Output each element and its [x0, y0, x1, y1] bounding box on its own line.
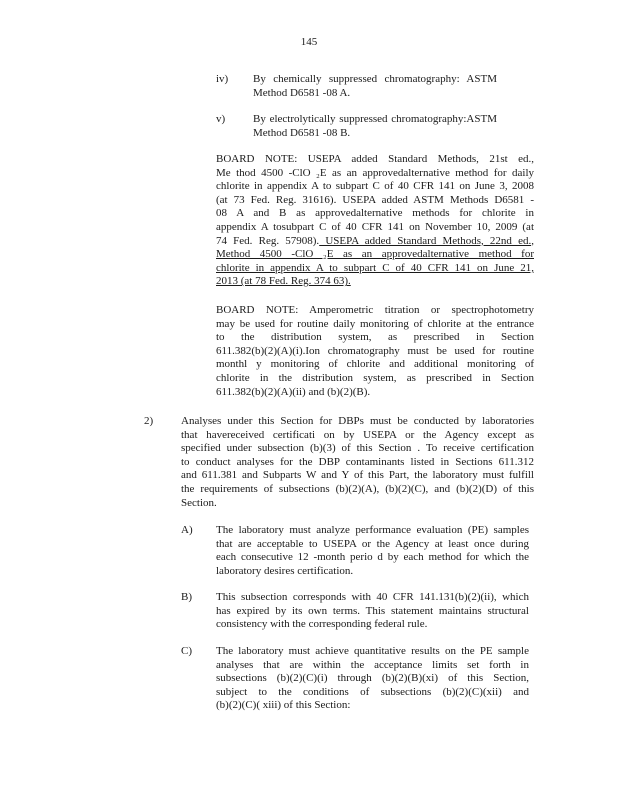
item-c-label: C) — [181, 645, 192, 657]
board-note-chlorite-methods — [216, 153, 534, 289]
item-v-line: Method D6581 -08 B. — [253, 126, 351, 139]
item-iv-text — [253, 73, 497, 100]
note-line: BOARD NOTE: USEPA added Standard Methods, 21st ed., — [216, 153, 534, 165]
page-number: 145 — [300, 36, 318, 48]
item-2-line: Analyses under this Section for DBPs must be conducted by laboratories — [181, 415, 534, 427]
note-line: chlorite in appendix A to subpart C of 40 CFR 141 on June 3, 2008 — [216, 180, 534, 193]
note-line: 611.382(b)(2)(A)(ii) and (b)(2)(B). — [216, 385, 371, 398]
note-line: Me thod 4500 -ClO ₂E as an approvedalternative method for daily — [216, 166, 534, 179]
note-line: monthl y monitoring of chlorite and additional monitoring of — [216, 358, 534, 371]
note-amendment-line: 2013 (at 78 Fed. Reg. 374 63). — [216, 275, 351, 288]
item-b-label: B) — [181, 591, 192, 603]
item-b-text — [216, 591, 529, 632]
item-c-line: subject to the conditions of subsections (b)(2)(C)(xii) and — [216, 685, 529, 698]
note-line: 611.382(b)(2)(A)(i).Ion chromatography must be used for routine — [216, 344, 534, 357]
note-line: 08 A and B as approvedalternative methods for chlorite in — [216, 207, 534, 220]
note-plain-text: 74 Fed. Reg. 57908). — [216, 234, 320, 247]
note-line: appendix A tosubpart C of 40 CFR 141 on November 10, 2009 (at — [216, 220, 534, 233]
item-b-line: consistency with the corresponding federal rule. — [216, 618, 428, 631]
item-v-text — [253, 113, 497, 140]
item-v-label: v) — [216, 113, 226, 125]
note-amendment-line: chlorite in appendix A to subpart C of 40 CFR 141 on June 21, — [216, 261, 534, 274]
item-c-line: subsections (b)(2)(C)(i) through (b)(2)(B)(xi) of this Section, — [216, 672, 529, 685]
note-amendment-text: USEPA added Standard Methods, 22nd ed., — [319, 234, 534, 247]
item-c-text — [216, 645, 529, 713]
item-2-text — [181, 415, 534, 510]
item-b-line: has expired by its own terms. This statement maintains structural — [216, 604, 529, 617]
item-a-text — [216, 524, 529, 578]
item-a-line: each consecutive 12 -month perio d by each method for which the — [216, 551, 529, 564]
item-2-label: 2) — [144, 415, 154, 427]
item-2-line: to conduct analyses for the DBP contaminants listed in Sections 611.312 — [181, 455, 534, 468]
item-a-line: laboratory desires certification. — [216, 564, 354, 577]
board-note-monitoring — [216, 304, 534, 399]
item-2-line: that havereceived certificati on by USEPA or the Agency except as — [181, 428, 534, 441]
item-iv-line: Method D6581 -08 A. — [253, 86, 351, 99]
note-line-mixed — [216, 235, 534, 249]
item-a-line: The laboratory must analyze performance evaluation (PE) samples — [216, 524, 529, 536]
item-v-line: By electrolytically suppressed chromatography:ASTM — [253, 113, 497, 125]
item-2-line: and 611.381 and Subparts W and Y of this Part, the laboratory must fulfill — [181, 469, 534, 482]
note-line: chlorite in the distribution system, as prescribed in Section — [216, 371, 534, 384]
item-2-line: Section. — [181, 496, 217, 509]
item-2-line: specified under subsection (b)(3) of this Section . To receive certification — [181, 442, 534, 455]
item-b-line: This subsection corresponds with 40 CFR 141.131(b)(2)(ii), which — [216, 591, 529, 603]
note-line: (at 73 Fed. Reg. 31616). USEPA added ASTM Methods D6581 - — [216, 193, 534, 206]
item-2-line: the requirements of subsections (b)(2)(A), (b)(2)(C), and (b)(2)(D) of this — [181, 482, 534, 495]
item-a-label: A) — [181, 524, 193, 536]
note-line: BOARD NOTE: Amperometric titration or spectrophotometry — [216, 304, 534, 316]
item-iv-label: iv) — [216, 73, 229, 85]
note-amendment-line: Method 4500 -ClO ₂E as an approvedalternative method for — [216, 248, 534, 261]
note-line: to the distribution system, as prescribed in Section — [216, 331, 534, 344]
item-a-line: that are acceptable to USEPA or the Agency at least once during — [216, 537, 529, 550]
item-iv-line: By chemically suppressed chromatography: ASTM — [253, 73, 497, 85]
item-c-line: (b)(2)(C)( xiii) of this Section: — [216, 699, 351, 712]
item-c-line: The laboratory must achieve quantitative results on the PE sample — [216, 645, 529, 657]
note-line: may be used for routine daily monitoring of chlorite at the entrance — [216, 317, 534, 330]
item-c-line: analyses that are within the acceptance limits set forth in — [216, 658, 529, 671]
